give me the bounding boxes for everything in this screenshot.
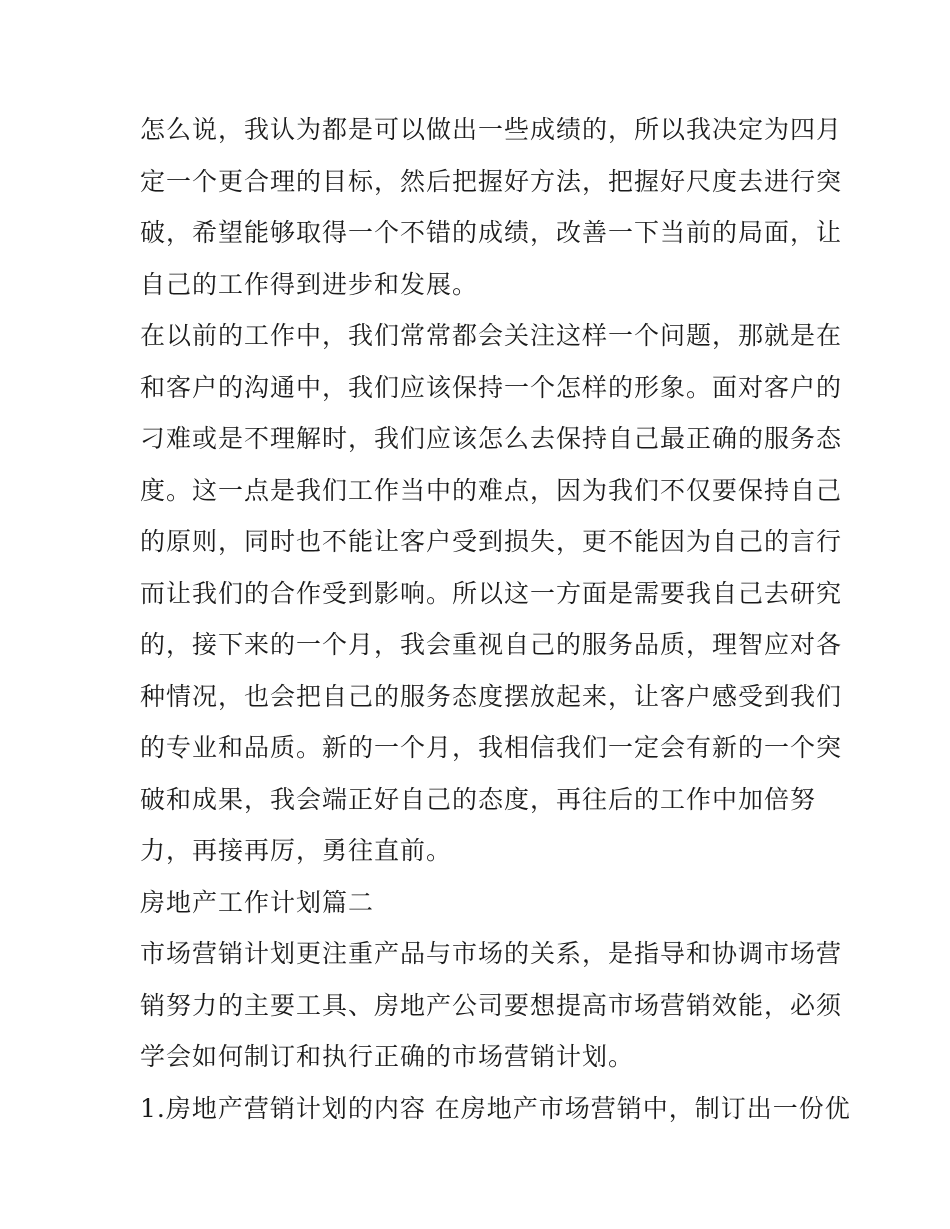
text-line: 破和成果，我会端正好自己的态度，再往后的工作中加倍努 bbox=[140, 784, 817, 814]
paragraph-2 bbox=[140, 310, 843, 877]
text-line: 市场营销计划更注重产品与市场的关系，是指导和协调市场营 bbox=[140, 939, 843, 968]
text-line: 的专业和品质。新的一个月，我相信我们一定会有新的一个突 bbox=[140, 733, 843, 762]
paragraph-4 bbox=[140, 1083, 851, 1135]
text-line: 而让我们的合作受到影响。所以这一方面是需要我自己去研究 bbox=[140, 578, 843, 608]
paragraph-1 bbox=[140, 104, 843, 310]
text-line: 和客户的沟通中，我们应该保持一个怎样的形象。面对客户的 bbox=[140, 372, 843, 402]
section-title: 房地产工作计划篇二 bbox=[140, 887, 375, 917]
text-line: 破，希望能够取得一个不错的成绩，改善一下当前的局面，让 bbox=[140, 218, 843, 247]
text-line: 自己的工作得到进步和发展。 bbox=[140, 269, 479, 299]
paragraph-3 bbox=[140, 928, 843, 1083]
text-line: 力，再接再厉，勇往直前。 bbox=[140, 836, 453, 865]
text-line: 的，接下来的一个月，我会重视自己的服务品质，理智应对各 bbox=[140, 630, 843, 659]
text-line: 种情况，也会把自己的服务态度摆放起来，让客户感受到我们 bbox=[140, 681, 843, 711]
text-line: 1.房地产营销计划的内容 在房地产市场营销中，制订出一份优 bbox=[140, 1093, 851, 1123]
text-line: 刁难或是不理解时，我们应该怎么去保持自己最正确的服务态 bbox=[140, 424, 843, 453]
text-line: 销努力的主要工具、房地产公司要想提高市场营销效能，必须 bbox=[140, 990, 843, 1020]
text-line: 学会如何制订和执行正确的市场营销计划。 bbox=[140, 1042, 635, 1071]
document-body bbox=[140, 104, 851, 1134]
text-line: 的原则，同时也不能让客户受到损失，更不能因为自己的言行 bbox=[140, 527, 843, 556]
text-line: 定一个更合理的目标，然后把握好方法，把握好尺度去进行突 bbox=[140, 166, 843, 196]
text-line: 怎么说，我认为都是可以做出一些成绩的，所以我决定为四月 bbox=[140, 115, 843, 144]
text-line: 在以前的工作中，我们常常都会关注这样一个问题，那就是在 bbox=[140, 321, 843, 350]
text-line: 度。这一点是我们工作当中的难点，因为我们不仅要保持自己 bbox=[140, 475, 843, 505]
